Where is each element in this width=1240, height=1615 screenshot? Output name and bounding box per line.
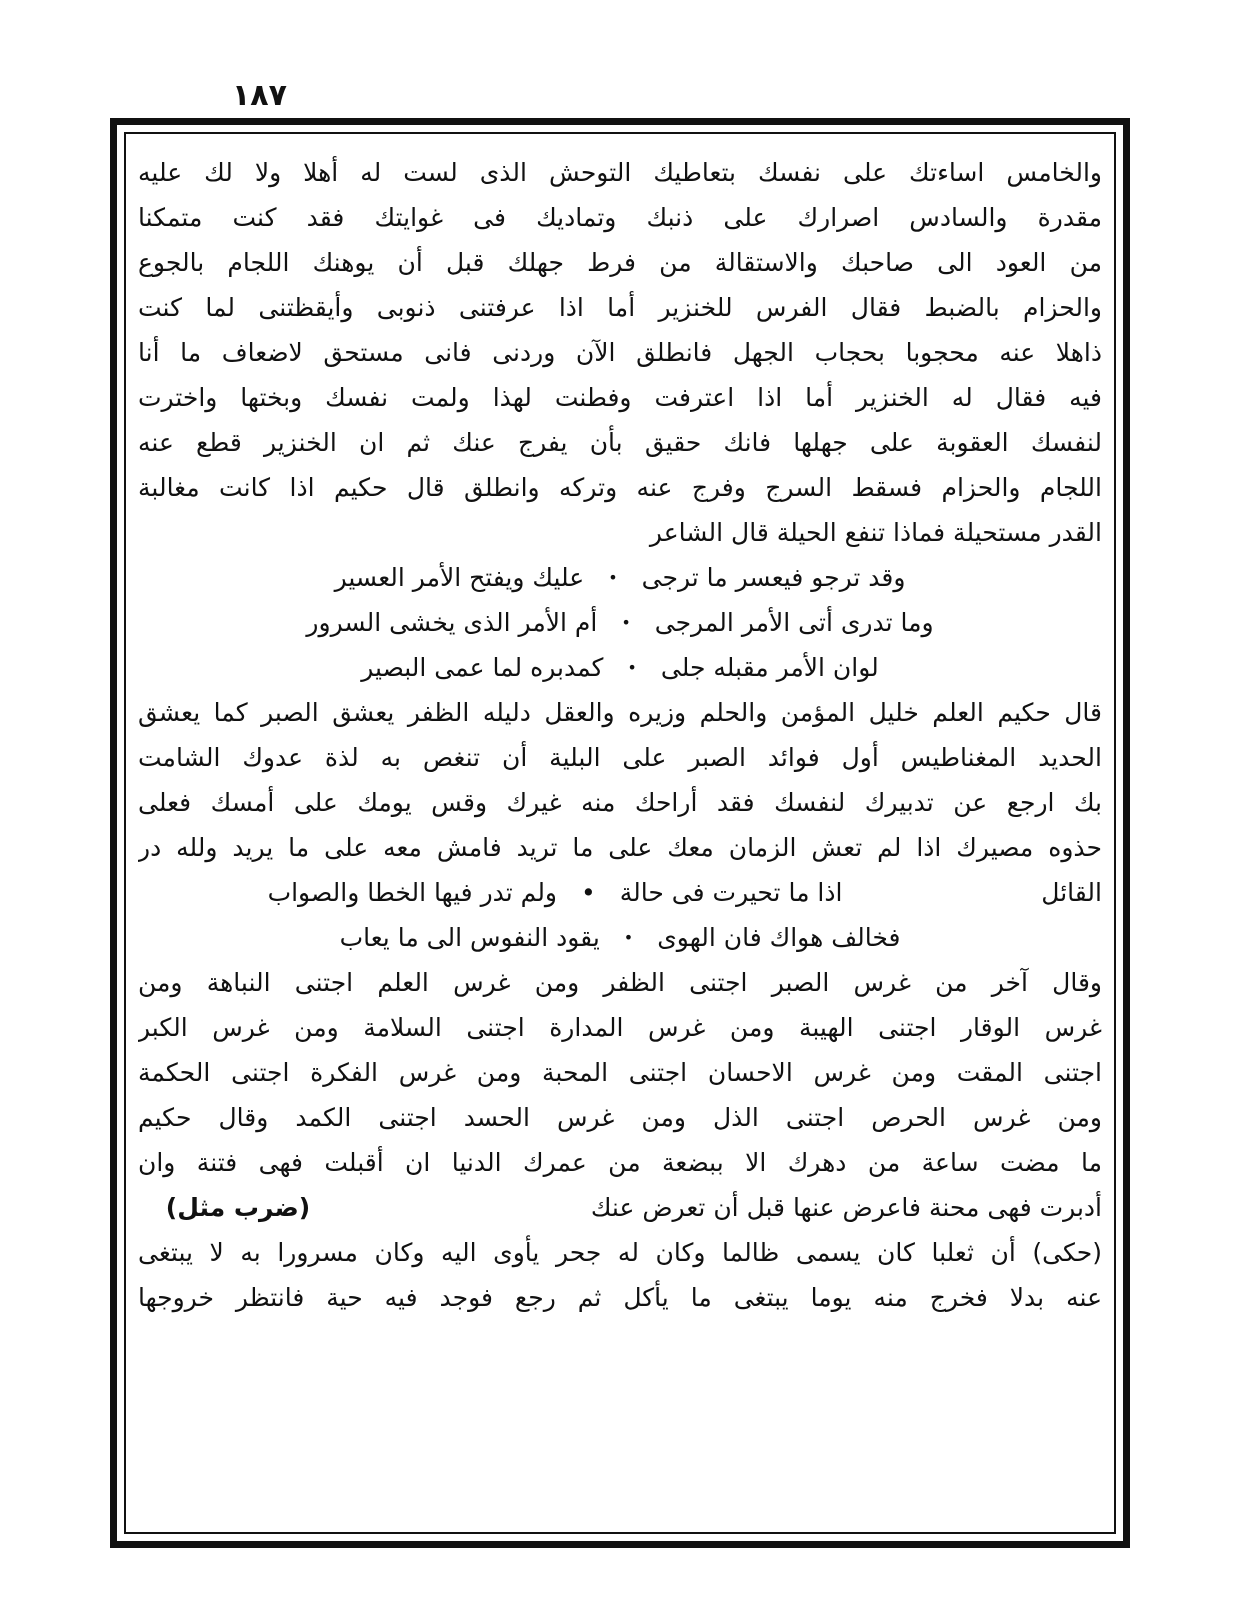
text-line: ومن غرس الحرص اجتنى الذل ومن غرس الحسد اجتنى الكمد وقال حكيم	[138, 1103, 1102, 1132]
text-line: والخامس اساءتك على نفسك بتعاطيك التوحش الذى لست له أهلا ولا لك عليه	[138, 158, 1102, 187]
text-line: وقال آخر من غرس الصبر اجتنى الظفر ومن غرس العلم اجتنى النباهة ومن	[138, 968, 1102, 997]
verse-hemistich: وما تدرى أتى الأمر المرجى	[654, 608, 934, 637]
section-heading: (ضرب مثل)	[165, 1193, 311, 1222]
verse-lead-word: القائل	[1041, 878, 1102, 907]
verse-hemistich: عليك ويفتح الأمر العسير	[334, 563, 585, 592]
verse-hemistich: يقود النفوس الى ما يعاب	[339, 923, 600, 952]
text-line: (حكى) أن ثعلبا كان يسمى ظالما وكان له جحر يأوى اليه وكان مسرورا به لا يبتغى	[138, 1238, 1102, 1267]
text-line: ما مضت ساعة من دهرك الا ببضعة من عمرك الدنيا ان أقبلت فهى فتنة وان	[138, 1148, 1102, 1177]
verse-line	[138, 870, 1102, 915]
text-line: فيه فقال له الخنزير أما اذا اعترفت وفطنت لهذا ولمت نفسك وبختها واخترت	[138, 383, 1102, 412]
text-line: والحزام بالضبط فقال الفرس للخنزير أما اذا عرفتنى ذنوبى وأيقظتنى لما كنت	[138, 293, 1102, 322]
verse-separator: •	[581, 878, 596, 907]
page-number: ١٨٧	[232, 78, 287, 113]
verse-hemistich: أم الأمر الذى يخشى السرور	[306, 608, 598, 637]
verse-hemistich: ولم تدر فيها الخطا والصواب	[267, 878, 558, 907]
verse-separator: •	[621, 613, 631, 632]
text-line: الحديد المغناطيس أول فوائد الصبر على البلية أن تنغص به لذة عدوك الشامت	[138, 743, 1102, 772]
verse-hemistich: فخالف هواك فان الهوى	[657, 923, 901, 952]
text-line: غرس الوقار اجتنى الهيبة ومن غرس المدارة اجتنى السلامة ومن غرس الكبر	[138, 1013, 1102, 1042]
text-line: حذوه مصيرك اذا لم تعش الزمان معك على ما تريد فامش معه على ما يريد ولله در	[138, 833, 1102, 862]
verse-separator: •	[627, 658, 637, 677]
heading-line	[138, 1185, 1102, 1230]
verse-hemistich: لوان الأمر مقبله جلى	[660, 653, 879, 682]
verse-separator: •	[608, 568, 618, 587]
text-line: عنه بدلا فخرج منه يوما يبتغى ما يأكل ثم رجع فوجد فيه حية فانتظر خروجها	[138, 1283, 1102, 1312]
verse-line	[138, 600, 1102, 645]
text-line: اللجام والحزام فسقط السرج وفرج عنه وتركه وانطلق قال حكيم اذا كانت مغالبة	[138, 473, 1102, 502]
verse-hemistich: اذا ما تحيرت فى حالة	[619, 878, 843, 907]
text-body	[138, 150, 1102, 1530]
verse-line	[138, 555, 1102, 600]
text-line: قال حكيم العلم خليل المؤمن والحلم وزيره والعقل دليله الظفر يعشق الصبر كما يعشق	[138, 698, 1102, 727]
verse-separator: •	[623, 928, 634, 947]
verse-line	[138, 645, 1102, 690]
text-line: ذاهلا عنه محجوبا بحجاب الجهل فانطلق الآن وردنى فانى مستحق لاضعاف ما أنا	[138, 338, 1102, 367]
text-line: أدبرت فهى محنة فاعرض عنها قبل أن تعرض عنك	[590, 1193, 1102, 1222]
text-line: القدر مستحيلة فماذا تنفع الحيلة قال الشاعر	[649, 518, 1102, 547]
text-line: مقدرة والسادس اصرارك على ذنبك وتماديك فى غوايتك فقد كنت متمكنا	[138, 203, 1102, 232]
text-line: بك ارجع عن تدبيرك لنفسك فقد أراحك منه غيرك وقس يومك على أمسك فعلى	[138, 788, 1102, 817]
verse-hemistich: وقد ترجو فيعسر ما ترجى	[641, 563, 906, 592]
verse-hemistich: كمدبره لما عمى البصير	[361, 653, 604, 682]
text-line: اجتنى المقت ومن غرس الاحسان اجتنى المحبة ومن غرس الفكرة اجتنى الحكمة	[138, 1058, 1102, 1087]
text-line: لنفسك العقوبة على جهلها فانك حقيق بأن يفرج عنك ثم ان الخنزير قطع عنه	[138, 428, 1102, 457]
verse-line	[138, 915, 1102, 960]
text-line: من العود الى صاحبك والاستقالة من فرط جهلك قبل أن يوهنك اللجام بالجوع	[138, 248, 1102, 277]
